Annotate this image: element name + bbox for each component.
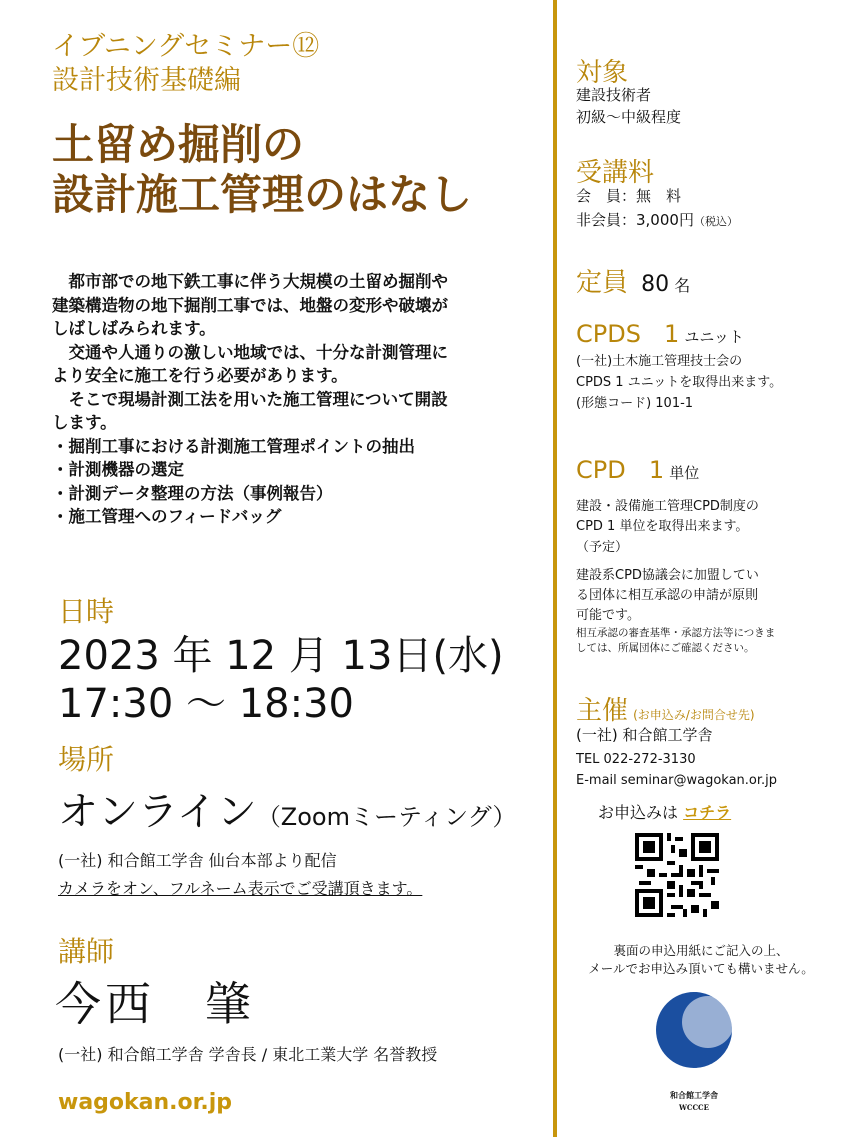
cpd-value: 1 [648,456,665,484]
series-title: イブニングセミナー⑫ [52,31,320,62]
venue-sub: （Zoomミーティング） [256,803,517,831]
capacity-unit: 名 [674,276,691,295]
cpds-line-3: (形態コード) 101-1 [576,396,694,411]
cpd-line-1: 建設・設備施工管理CPD制度の [576,499,759,514]
title-line-1: 土留め掘削の [52,120,305,169]
schedule-date: 2023 年 12 月 13日(水) [58,633,504,679]
cpds-line-2: CPDS 1 ユニットを取得出来ます。 [576,375,783,390]
host-sub: (お申込み/お問合せ先) [633,708,755,722]
cpd-row [576,456,699,484]
cpd-note-2: しては、所属団体にご確認ください。 [576,642,755,654]
desc-line: しばしばみられます。 [52,319,216,338]
cpds-unit: ユニット [684,328,744,346]
cpd-note-1: 相互承認の審査基準・承認方法等につきま [576,627,776,639]
target-line-2: 初級～中級程度 [576,108,682,126]
venue-note-1: (一社) 和合館工学舎 仙台本部より配信 [58,851,337,870]
cpd-unit: 単位 [669,464,700,482]
cpd-line-3: （予定） [576,540,629,555]
target-line-1: 建設技術者 [576,86,652,104]
description [52,270,512,529]
cpds-value: 1 [664,320,680,348]
lecturer-label: 講師 [58,935,115,968]
host-label: 主催 [576,696,629,726]
desc-line: そこで現場計測工法を用いた施工管理について開設 [52,389,448,409]
back-note-line-2: メールでお申込み頂いても構いません。 [588,961,814,976]
website-link[interactable]: wagokan.or.jp [58,1090,233,1115]
capacity-row [576,262,690,299]
qr-code-icon[interactable] [635,833,719,917]
bullet-item: ・掘削工事における計測施工管理ポイントの抽出 [52,436,415,456]
apply-text: お申込みは [598,803,679,822]
capacity-value: 80 [641,272,670,297]
desc-line: 都市部での地下鉄工事に伴う大規模の土留め掘削や [52,272,448,291]
back-note-line-1: 裏面の申込用紙にご記入の上、 [613,943,789,958]
fee-nonmember: 非会員：3,000円 [576,211,694,229]
host-row [576,690,755,727]
cpds-label: CPDS [576,320,641,348]
cpds-line-1: (一社)土木施工管理技士会の [576,354,743,369]
desc-line: 交通や人通りの激しい地域では、十分な計測管理に [52,342,448,362]
venue-name-row [58,780,516,837]
cpd-line-5: る団体に相互承認の申請が原則 [576,588,759,603]
host-name: (一社) 和合館工学舎 [576,726,713,744]
apply-link[interactable]: コチラ [683,803,732,822]
back-note [566,942,836,978]
cpd-line-2: CPD 1 単位を取得出来ます。 [576,519,749,534]
logo-text-2: WCCCE [679,1103,709,1112]
venue-name: オンライン [58,789,257,835]
lecturer-affiliation: (一社) 和合館工学舎 学舎長 / 東北工業大学 名誉教授 [58,1045,438,1064]
logo-text-1: 和合館工学舎 [670,1091,718,1100]
capacity-label: 定員 [576,268,629,298]
desc-line: します。 [52,413,117,432]
fee-member: 会 員：無 料 [576,187,682,205]
schedule-label: 日時 [58,595,115,628]
series-subtitle: 設計技術基礎編 [52,65,241,96]
desc-line: 建築構造物の地下掘削工事では、地盤の変形や破壊が [52,295,448,315]
apply-row [598,800,731,823]
bullet-item: ・施工管理へのフィードバッグ [52,507,282,526]
bullet-item: ・計測機器の選定 [52,460,184,479]
wagokan-logo-icon [650,990,738,1078]
column-divider [553,0,557,1137]
venue-note-2: カメラをオン、フルネーム表示でご受講頂きます。 [58,879,423,898]
title-line-2: 設計施工管理のはなし [52,170,473,219]
schedule-datetime [58,632,504,728]
schedule-time: 17:30 ～ 18:30 [58,681,354,727]
bullet-item: ・計測データ整理の方法（事例報告） [52,483,333,503]
cpd-line-6: 可能です。 [576,608,640,623]
fee-tax: （税込） [693,215,738,228]
fee-label: 受講料 [576,158,655,188]
host-email[interactable]: E-mail seminar@wagokan.or.jp [576,773,778,788]
target-label: 対象 [576,58,629,88]
lecturer-name: 今西 肇 [55,977,255,1031]
series-heading [52,30,319,98]
fee-nonmember-row [576,209,738,233]
cpd-line-4: 建設系CPD協議会に加盟してい [576,568,759,583]
venue-label: 場所 [58,743,115,776]
cpds-row [576,320,744,348]
cpd-label: CPD [576,456,626,484]
host-tel: TEL 022-272-3130 [576,752,696,767]
desc-line: より安全に施工を行う必要があります。 [52,366,348,385]
seminar-title [52,120,472,220]
